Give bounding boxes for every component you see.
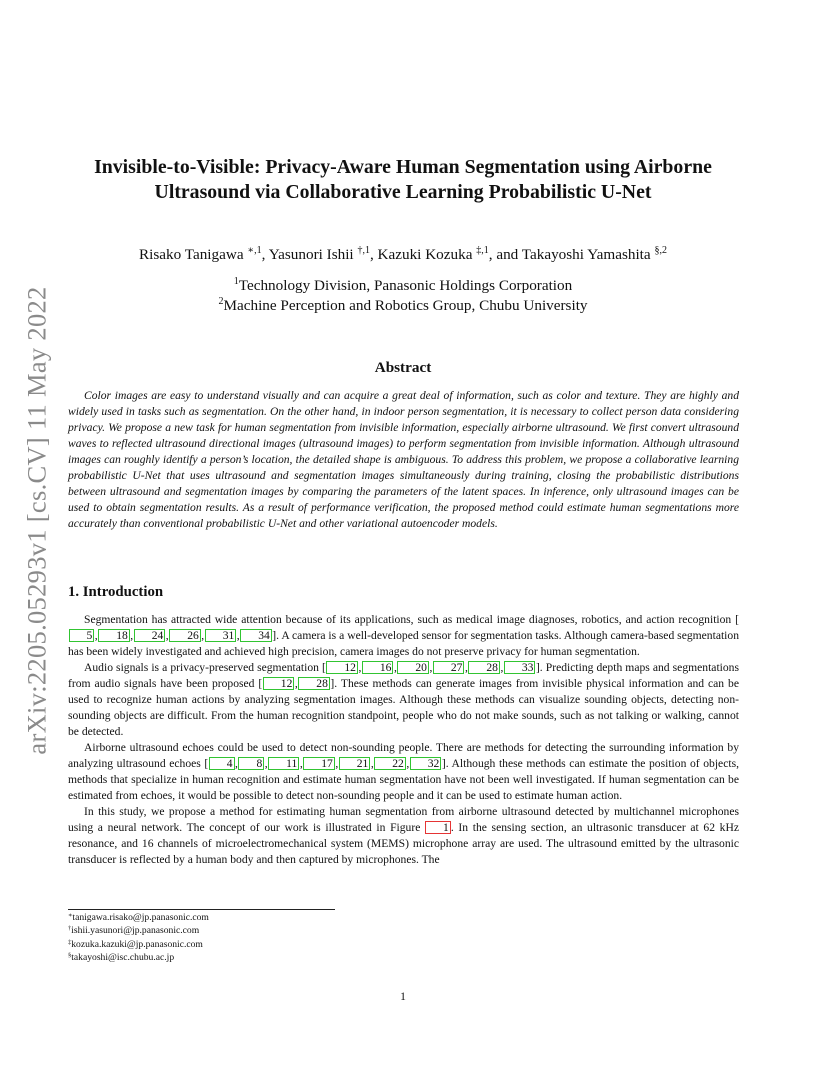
footnote-mark: ‡ (68, 938, 72, 946)
footnote (68, 911, 209, 924)
citation-link[interactable]: 32 (410, 757, 442, 770)
paragraph-text: In this study, we propose a method for estimating human segmentation from airborne ultrasound detected by multichannel microphones using a neural network. The concept of our work is illustrated in Figure (68, 805, 739, 834)
arxiv-identifier-text: arXiv:2205.05293v1 [cs.CV] 11 May 2022 (21, 285, 52, 755)
citation-separator: , (370, 757, 374, 770)
citation-link[interactable]: 28 (468, 661, 500, 674)
section-heading-introduction: 1. Introduction (68, 584, 164, 600)
footnote (68, 924, 209, 937)
citation-link[interactable]: 5 (69, 629, 95, 642)
citation-link[interactable]: 24 (134, 629, 166, 642)
paragraph (68, 804, 739, 868)
citation-link[interactable]: 12 (263, 677, 295, 690)
author-name: Risako Tanigawa (139, 246, 244, 263)
citation-link[interactable]: 20 (397, 661, 429, 674)
footnote-email: kozuka.kazuki@jp.panasonic.com (71, 938, 203, 950)
citation-group (262, 677, 330, 690)
footnote-email: takayoshi@isc.chubu.ac.jp (71, 952, 175, 964)
footnote-mark: § (68, 952, 72, 960)
citation-separator: , (464, 661, 468, 674)
author-separator: , and (488, 246, 522, 263)
paragraph-text: . In the sensing section, an ultrasonic transducer at 62 kHz resonance, and 16 channels of microelectromechanical system (MEMS) microphone array are used. The ultrasound emitted by the ultrasonic transducer is reflected by a human body and then captured by microphones. The (68, 821, 739, 866)
citation-separator: , (393, 661, 397, 674)
citation-group (68, 629, 272, 642)
citation-link[interactable]: 21 (339, 757, 371, 770)
affiliation-text: Technology Division, Panasonic Holdings Corporation (238, 277, 573, 294)
author-mark: †,1 (357, 245, 370, 256)
author-name: Yasunori Ishii (268, 246, 354, 263)
affiliation-line (68, 296, 738, 316)
paragraph (68, 740, 739, 804)
author-separator: , (261, 246, 269, 263)
affiliation-number: 2 (218, 296, 224, 307)
paragraph (68, 612, 739, 660)
citation-link[interactable]: 22 (374, 757, 406, 770)
paragraph-text: Segmentation has attracted wide attention because of its applications, such as medical image diagnoses, robotics, and action recognition [ (84, 613, 739, 626)
citation-link[interactable]: 11 (268, 757, 299, 770)
citation-group (326, 661, 536, 674)
author-mark: ∗,1 (247, 245, 262, 256)
citation-separator: , (94, 629, 98, 642)
affiliation-list (68, 276, 738, 316)
footnote-email: ishii.yasunori@jp.panasonic.com (71, 925, 200, 937)
paragraph-text: Audio signals is a privacy-preserved segmentation [ (84, 661, 326, 674)
citation-link[interactable]: 27 (433, 661, 465, 674)
paragraph (68, 660, 739, 740)
author-mark: ‡,1 (476, 245, 489, 256)
citation-separator: , (429, 661, 433, 674)
footnote-email: tanigawa.risako@jp.panasonic.com (72, 912, 209, 923)
paragraph-text: Airborne ultrasound echoes could be used to detect non-sounding people. There are methods for detecting the surrounding information by analyzing ultrasound echoes [ (68, 741, 739, 770)
affiliation-text: Machine Perception and Robotics Group, Chubu University (223, 297, 588, 314)
footnote-mark: † (68, 925, 72, 933)
abstract-heading: Abstract (374, 359, 432, 376)
citation-link[interactable]: 28 (298, 677, 330, 690)
citation-link[interactable]: 12 (326, 661, 358, 674)
citation-separator: , (406, 757, 410, 770)
affiliation-number: 1 (233, 276, 239, 287)
author-name: Kazuki Kozuka (377, 246, 473, 263)
paragraph-text: ]. Although these methods can estimate the position of objects, methods that specialize in human recognition and estimate human segmentation have not been well investigated. If human segmentation can be estimated from echoes, it would be possible to detect non-sounding people and it can be used to estimate human action. (68, 757, 739, 802)
citation-separator: , (500, 661, 504, 674)
footnote-divider (68, 909, 335, 910)
arxiv-identifier-stamp (21, 280, 53, 760)
citation-separator: , (294, 677, 298, 690)
author-mark: §,2 (654, 245, 667, 256)
paragraph-text: ]. Predicting depth maps and segmentations from audio signals have been proposed [ (68, 661, 739, 690)
citation-separator: , (335, 757, 339, 770)
paper-title: Invisible-to-Visible: Privacy-Aware Human Segmentation using Airborne Ultrasound via Collaborative Learning Probabilistic U-Net (94, 156, 712, 203)
affiliation-line (68, 276, 738, 296)
citation-link[interactable]: 17 (303, 757, 335, 770)
author-name: Takayoshi Yamashita (521, 246, 651, 263)
author-separator: , (369, 246, 378, 263)
citation-group (208, 757, 442, 770)
footnote-list (68, 911, 209, 965)
paragraph-text: ]. A camera is a well-developed sensor for segmentation tasks. Although camera-based segmentation has been widely investigated and achieved high precision, camera images do not preserve privacy for human segmentation. (68, 629, 739, 658)
abstract-body: Color images are easy to understand visually and can acquire a great deal of information, such as color and texture. They are highly and widely used in tasks such as segmentation. On the other hand, in indoor person segmentation, it is necessary to collect person data considering privacy. We propose a new task for human segmentation from invisible information, especially airborne ultrasound. We first convert ultrasound waves to reflected ultrasound directional images (ultrasound images) to perform segmentation from invisible information. Although ultrasound images can roughly identify a person’s location, the detailed shape is ambiguous. To address this problem, we propose a collaborative learning probabilistic U-Net that uses ultrasound and segmentation images simultaneously during training, closing the probabilistic distributions between ultrasound and segmentation images by comparing the parameters of the latent spaces. In inference, only ultrasound images can be used to obtain segmentation results. As a result of performance verification, the proposed method could estimate human segmentations more accurately than conventional probabilistic U-Net and other variational autoencoder models. (68, 389, 739, 530)
footnote-mark: ∗ (68, 912, 73, 919)
citation-separator: , (264, 757, 268, 770)
citation-link[interactable]: 34 (240, 629, 272, 642)
introduction-body (68, 612, 739, 868)
citation-separator: , (235, 757, 238, 770)
footnote (68, 938, 209, 951)
citation-link[interactable]: 4 (209, 757, 235, 770)
author-list (68, 245, 738, 265)
citation-link[interactable]: 16 (362, 661, 394, 674)
citation-separator: , (236, 629, 240, 642)
citation-separator: , (358, 661, 362, 674)
citation-separator: , (130, 629, 134, 642)
citation-separator: , (201, 629, 205, 642)
citation-link[interactable]: 31 (205, 629, 237, 642)
citation-separator: , (299, 757, 303, 770)
figure-reference-link[interactable]: 1 (425, 821, 451, 834)
citation-link[interactable]: 26 (169, 629, 201, 642)
citation-link[interactable]: 18 (98, 629, 130, 642)
footnote (68, 951, 209, 964)
paragraph-text: ]. These methods can generate images from invisible physical information and can be used to recognize human actions by analyzing segmentation images. Although these methods can visualize sounding objects, detecting non-sounding objects are difficult. From the human recognition standpoint, people who do not make sounds, such as not talking or walking, cannot be detected. (68, 677, 739, 738)
citation-link[interactable]: 33 (504, 661, 536, 674)
citation-separator: , (165, 629, 169, 642)
page-number: 1 (400, 990, 406, 1003)
citation-link[interactable]: 8 (238, 757, 264, 770)
